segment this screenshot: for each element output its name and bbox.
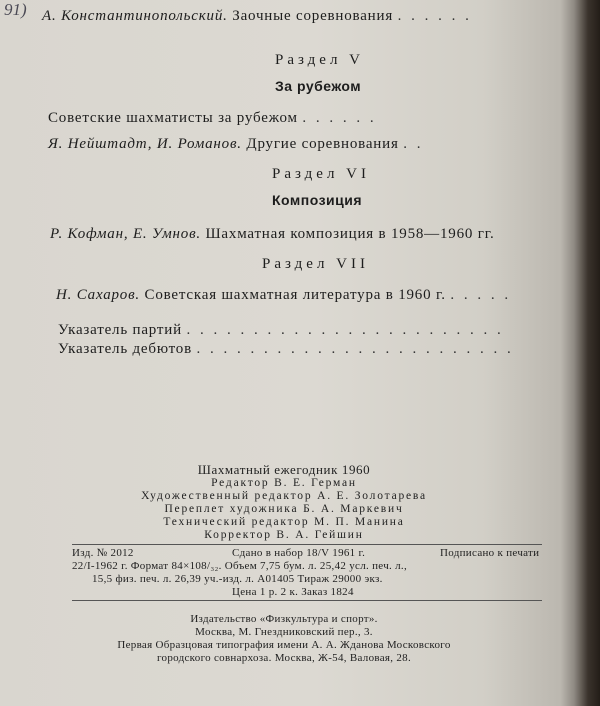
toc-entry: Р. Кофман, Е. Умнов. Шахматная композиция в 1958—1960 гг. bbox=[50, 226, 495, 242]
book-title: Шахматный ежегодник 1960 bbox=[197, 462, 371, 477]
typeset-date: Сдано в набор 18/V 1961 г. bbox=[232, 547, 366, 559]
art-editor-credit: Художественный редактор А. Е. Золотарева bbox=[141, 490, 427, 502]
format-line: 22/I-1962 г. Формат 84×108/₃₂. Объем 7,75 бум. л. 25,42 усл. печ. л., bbox=[72, 560, 408, 572]
section-heading: Раздел VII bbox=[262, 256, 370, 272]
print-signed: Подписано к печати bbox=[440, 547, 540, 559]
toc-entry: Советские шахматисты за рубежом . . . . . . bbox=[48, 110, 377, 126]
printer-line: городского совнархоза. Москва, Ж-54, Валовая, 28. bbox=[156, 652, 412, 664]
publisher: Издательство «Физкультура и спорт». bbox=[190, 613, 378, 625]
index-of-openings: Указатель дебютов . . . . . . . . . . . . . . . . . . . . . . . . bbox=[58, 341, 514, 357]
price-line: Цена 1 р. 2 к. Заказ 1824 bbox=[232, 586, 354, 598]
edition-number: Изд. № 2012 bbox=[72, 547, 134, 559]
publisher-address: Москва, М. Гнездниковский пер., 3. bbox=[195, 626, 373, 638]
section-heading: Раздел VI bbox=[272, 166, 371, 182]
editor-credit: Редактор В. Е. Герман bbox=[211, 477, 357, 489]
section-heading: Раздел V bbox=[275, 52, 365, 68]
printer-line: Первая Образцовая типография имени А. А. Жданова Московского bbox=[117, 639, 451, 651]
toc-entry: Н. Сахаров. Советская шахматная литература в 1960 г. . . . . . bbox=[56, 287, 512, 303]
book-spine-shadow bbox=[560, 0, 600, 706]
volume-line: 15,5 физ. печ. л. 26,39 уч.-изд. л. А01405 Тираж 29000 экз. bbox=[92, 573, 383, 585]
toc-entry: А. Константинопольский. Заочные соревнования . . . . . . bbox=[42, 8, 472, 24]
index-of-games: Указатель партий . . . . . . . . . . . . . . . . . . . . . . . . bbox=[58, 322, 504, 338]
section-subtitle: Композиция bbox=[272, 192, 363, 208]
binding-credit: Переплет художника Б. А. Маркевич bbox=[164, 503, 404, 515]
corrector-credit: Корректор В. А. Гейшин bbox=[204, 529, 364, 541]
section-subtitle: За рубежом bbox=[275, 78, 362, 94]
divider bbox=[72, 600, 542, 601]
toc-entry: Я. Нейштадт, И. Романов. Другие соревнования . . bbox=[48, 136, 424, 152]
handwritten-mark: 91) bbox=[4, 0, 27, 19]
divider bbox=[72, 544, 542, 545]
tech-editor-credit: Технический редактор М. П. Манина bbox=[163, 516, 405, 528]
